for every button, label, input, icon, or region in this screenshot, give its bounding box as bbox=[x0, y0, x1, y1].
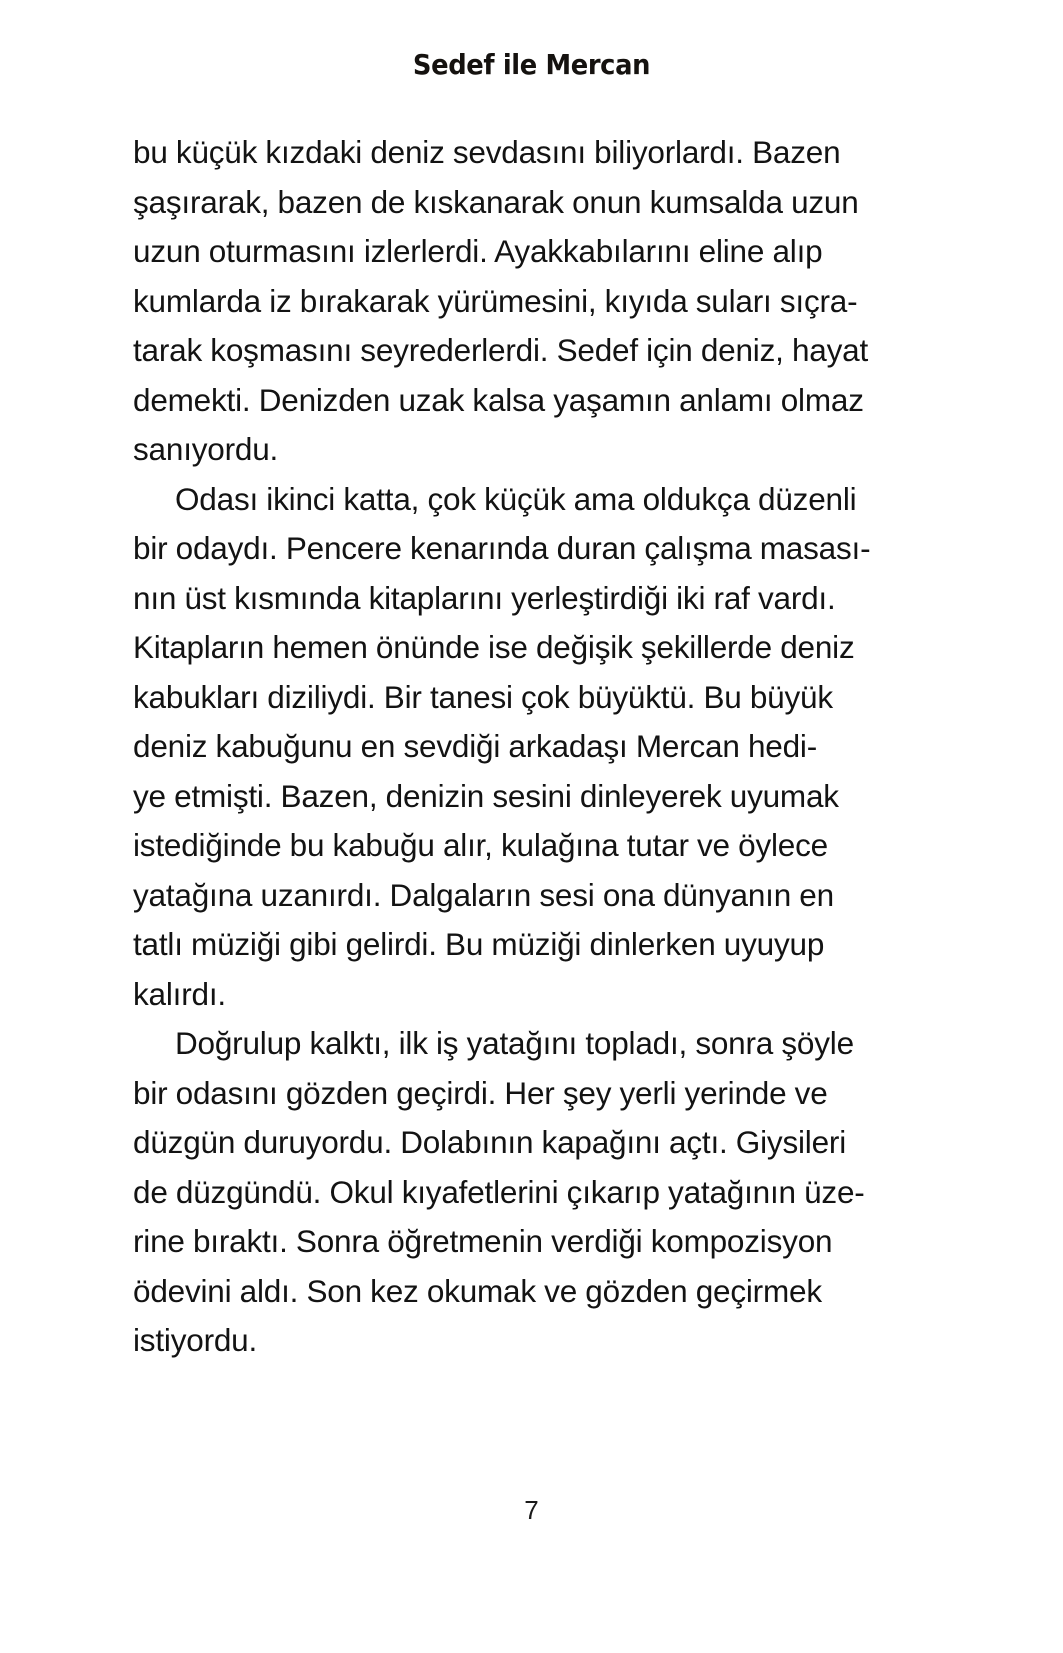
text-line: bir odasını gözden geçirdi. Her şey yerli yerinde ve bbox=[133, 1074, 828, 1111]
text-line: demekti. Denizden uzak kalsa yaşamın anlamı olmaz bbox=[133, 381, 864, 418]
text-line: düzgün duruyordu. Dolabının kapağını açtı. Giysileri bbox=[133, 1124, 847, 1160]
text-line: deniz kabuğunu en sevdiği arkadaşı Mercan hedi- bbox=[133, 728, 817, 764]
text-line: yatağına uzanırdı. Dalgaların sesi ona dünyanın en bbox=[133, 876, 834, 913]
text-line: ye etmişti. Bazen, denizin sesini dinleyerek uyumak bbox=[133, 777, 839, 814]
text-line: tatlı müziği gibi gelirdi. Bu müziği dinlerken uyuyup bbox=[133, 926, 825, 962]
text-line: bu küçük kızdaki deniz sevdasını biliyorlardı. Bazen bbox=[133, 134, 841, 170]
paragraph bbox=[133, 128, 933, 475]
text-line: rine bıraktı. Sonra öğretmenin verdiği kompozisyon bbox=[133, 1223, 833, 1259]
text-line: uzun oturmasını izlerlerdi. Ayakkabılarını eline alıp bbox=[133, 233, 823, 269]
text-line: ödevini aldı. Son kez okumak ve gözden geçirmek bbox=[133, 1272, 822, 1309]
text-line: de düzgündü. Okul kıyafetlerini çıkarıp yatağının üze- bbox=[133, 1173, 865, 1210]
page-number: 7 bbox=[524, 1495, 539, 1525]
text-line: istediğinde bu kabuğu alır, kulağına tutar ve öylece bbox=[133, 827, 828, 863]
text-line: Doğrulup kalktı, ilk iş yatağını topladı, sonra şöyle bbox=[175, 1025, 854, 1061]
running-head: Sedef ile Mercan bbox=[412, 48, 651, 81]
text-line: bir odaydı. Pencere kenarında duran çalışma masası- bbox=[133, 530, 871, 566]
text-line: kumlarda iz bırakarak yürümesini, kıyıda suları sıçra- bbox=[133, 282, 858, 319]
paragraph bbox=[133, 1019, 933, 1366]
text-line: sanıyordu. bbox=[133, 431, 279, 467]
text-line: nın üst kısmında kitaplarını yerleştirdiği iki raf vardı. bbox=[133, 579, 836, 616]
text-line: Kitapların hemen önünde ise değişik şekillerde deniz bbox=[133, 629, 855, 665]
text-line: şaşırarak, bazen de kıskanarak onun kumsalda uzun bbox=[133, 183, 859, 220]
text-line: Odası ikinci katta, çok küçük ama oldukça düzenli bbox=[175, 480, 857, 517]
text-line: tarak koşmasını seyrederlerdi. Sedef için deniz, hayat bbox=[133, 332, 869, 368]
text-line: kabukları diziliydi. Bir tanesi çok büyüktü. Bu büyük bbox=[133, 678, 833, 715]
paragraph bbox=[133, 475, 933, 1020]
body-text-block bbox=[133, 128, 933, 1366]
text-line: kalırdı. bbox=[133, 975, 226, 1012]
text-line: istiyordu. bbox=[133, 1322, 258, 1358]
